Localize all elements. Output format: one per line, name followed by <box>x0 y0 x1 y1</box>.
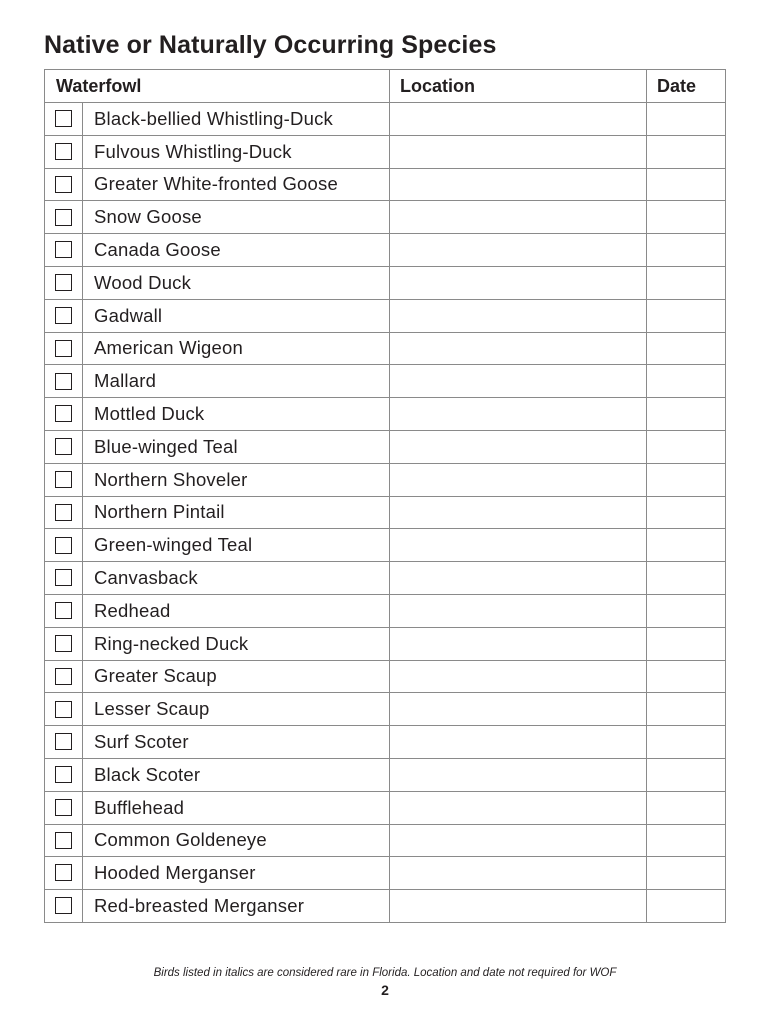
species-name: American Wigeon <box>83 332 390 365</box>
location-cell[interactable] <box>390 824 647 857</box>
checkbox-cell <box>45 890 83 923</box>
location-cell[interactable] <box>390 890 647 923</box>
table-row <box>45 693 726 726</box>
species-checkbox[interactable] <box>55 471 72 488</box>
location-cell[interactable] <box>390 234 647 267</box>
checkbox-cell <box>45 201 83 234</box>
checkbox-cell <box>45 463 83 496</box>
checkbox-cell <box>45 103 83 136</box>
table-row <box>45 562 726 595</box>
checkbox-cell <box>45 266 83 299</box>
species-name: Redhead <box>83 594 390 627</box>
location-cell[interactable] <box>390 168 647 201</box>
species-name: Black Scoter <box>83 758 390 791</box>
checkbox-cell <box>45 693 83 726</box>
checkbox-cell <box>45 758 83 791</box>
table-row <box>45 857 726 890</box>
species-checkbox[interactable] <box>55 143 72 160</box>
checkbox-cell <box>45 627 83 660</box>
date-cell[interactable] <box>647 463 726 496</box>
location-cell[interactable] <box>390 201 647 234</box>
checkbox-cell <box>45 430 83 463</box>
date-cell[interactable] <box>647 365 726 398</box>
location-cell[interactable] <box>390 791 647 824</box>
species-checkbox[interactable] <box>55 832 72 849</box>
species-name: Hooded Merganser <box>83 857 390 890</box>
table-row <box>45 332 726 365</box>
checkbox-cell <box>45 726 83 759</box>
date-cell[interactable] <box>647 758 726 791</box>
species-checklist-table <box>44 69 726 923</box>
location-cell[interactable] <box>390 332 647 365</box>
species-checkbox[interactable] <box>55 701 72 718</box>
table-row <box>45 726 726 759</box>
checkbox-cell <box>45 234 83 267</box>
species-name: Northern Shoveler <box>83 463 390 496</box>
date-cell[interactable] <box>647 201 726 234</box>
table-row <box>45 299 726 332</box>
date-cell[interactable] <box>647 135 726 168</box>
page-title: Native or Naturally Occurring Species <box>44 31 497 59</box>
location-cell[interactable] <box>390 660 647 693</box>
species-checkbox[interactable] <box>55 340 72 357</box>
date-cell[interactable] <box>647 693 726 726</box>
checkbox-cell <box>45 135 83 168</box>
species-name: Black-bellied Whistling-Duck <box>83 103 390 136</box>
date-cell[interactable] <box>647 398 726 431</box>
location-cell[interactable] <box>390 299 647 332</box>
checkbox-cell <box>45 594 83 627</box>
date-cell[interactable] <box>647 562 726 595</box>
table-header-row <box>45 70 726 103</box>
species-name: Wood Duck <box>83 266 390 299</box>
species-name: Gadwall <box>83 299 390 332</box>
date-cell[interactable] <box>647 627 726 660</box>
checkbox-cell <box>45 398 83 431</box>
species-name: Snow Goose <box>83 201 390 234</box>
date-cell[interactable] <box>647 168 726 201</box>
table-row <box>45 398 726 431</box>
species-name: Northern Pintail <box>83 496 390 529</box>
table-row <box>45 266 726 299</box>
date-cell[interactable] <box>647 594 726 627</box>
species-name: Green-winged Teal <box>83 529 390 562</box>
table-row <box>45 496 726 529</box>
species-checkbox[interactable] <box>55 241 72 258</box>
location-cell[interactable] <box>390 693 647 726</box>
location-cell[interactable] <box>390 398 647 431</box>
table-row <box>45 234 726 267</box>
date-cell[interactable] <box>647 430 726 463</box>
species-checkbox[interactable] <box>55 569 72 586</box>
species-checkbox[interactable] <box>55 373 72 390</box>
table-row <box>45 594 726 627</box>
species-checkbox[interactable] <box>55 897 72 914</box>
species-name: Common Goldeneye <box>83 824 390 857</box>
date-cell[interactable] <box>647 266 726 299</box>
species-name: Surf Scoter <box>83 726 390 759</box>
checkbox-cell <box>45 562 83 595</box>
checkbox-cell <box>45 529 83 562</box>
species-list <box>45 103 726 923</box>
location-cell[interactable] <box>390 103 647 136</box>
location-cell[interactable] <box>390 529 647 562</box>
location-cell[interactable] <box>390 627 647 660</box>
location-cell[interactable] <box>390 135 647 168</box>
species-checkbox[interactable] <box>55 864 72 881</box>
date-cell[interactable] <box>647 660 726 693</box>
column-header-date: Date <box>647 70 726 103</box>
species-name: Red-breasted Merganser <box>83 890 390 923</box>
location-cell[interactable] <box>390 758 647 791</box>
table-row <box>45 463 726 496</box>
table-row <box>45 627 726 660</box>
table-row <box>45 168 726 201</box>
date-cell[interactable] <box>647 299 726 332</box>
checkbox-cell <box>45 365 83 398</box>
species-checkbox[interactable] <box>55 274 72 291</box>
species-checkbox[interactable] <box>55 209 72 226</box>
table-row <box>45 103 726 136</box>
location-cell[interactable] <box>390 266 647 299</box>
species-name: Blue-winged Teal <box>83 430 390 463</box>
location-cell[interactable] <box>390 496 647 529</box>
table-row <box>45 430 726 463</box>
table-row <box>45 660 726 693</box>
checkbox-cell <box>45 824 83 857</box>
table-row <box>45 529 726 562</box>
location-cell[interactable] <box>390 857 647 890</box>
species-checkbox[interactable] <box>55 668 72 685</box>
species-name: Canvasback <box>83 562 390 595</box>
species-checkbox[interactable] <box>55 504 72 521</box>
species-checkbox[interactable] <box>55 438 72 455</box>
species-checkbox[interactable] <box>55 766 72 783</box>
table-row <box>45 824 726 857</box>
date-cell[interactable] <box>647 857 726 890</box>
species-name: Greater White-fronted Goose <box>83 168 390 201</box>
footnote: Birds listed in italics are considered rare in Florida. Location and date not required for WOF <box>153 967 617 979</box>
species-checkbox[interactable] <box>55 799 72 816</box>
table-row <box>45 135 726 168</box>
table-row <box>45 758 726 791</box>
date-cell[interactable] <box>647 890 726 923</box>
species-name: Ring-necked Duck <box>83 627 390 660</box>
species-checkbox[interactable] <box>55 635 72 652</box>
species-name: Canada Goose <box>83 234 390 267</box>
date-cell[interactable] <box>647 332 726 365</box>
species-checkbox[interactable] <box>55 110 72 127</box>
location-cell[interactable] <box>390 430 647 463</box>
date-cell[interactable] <box>647 234 726 267</box>
table-row <box>45 791 726 824</box>
date-cell[interactable] <box>647 103 726 136</box>
location-cell[interactable] <box>390 594 647 627</box>
table-row <box>45 201 726 234</box>
species-checkbox[interactable] <box>55 176 72 193</box>
date-cell[interactable] <box>647 496 726 529</box>
species-checkbox[interactable] <box>55 602 72 619</box>
species-name: Bufflehead <box>83 791 390 824</box>
date-cell[interactable] <box>647 726 726 759</box>
species-name: Mottled Duck <box>83 398 390 431</box>
species-checkbox[interactable] <box>55 307 72 324</box>
species-checkbox[interactable] <box>55 405 72 422</box>
checkbox-cell <box>45 168 83 201</box>
location-cell[interactable] <box>390 463 647 496</box>
checkbox-cell <box>45 791 83 824</box>
column-header-waterfowl: Waterfowl <box>45 70 390 103</box>
checkbox-cell <box>45 857 83 890</box>
location-cell[interactable] <box>390 726 647 759</box>
species-checkbox[interactable] <box>55 537 72 554</box>
page-number: 2 <box>381 982 389 998</box>
location-cell[interactable] <box>390 562 647 595</box>
date-cell[interactable] <box>647 529 726 562</box>
species-name: Lesser Scaup <box>83 693 390 726</box>
checkbox-cell <box>45 332 83 365</box>
table-row <box>45 365 726 398</box>
species-name: Greater Scaup <box>83 660 390 693</box>
species-checkbox[interactable] <box>55 733 72 750</box>
checkbox-cell <box>45 660 83 693</box>
checkbox-cell <box>45 299 83 332</box>
location-cell[interactable] <box>390 365 647 398</box>
species-name: Fulvous Whistling-Duck <box>83 135 390 168</box>
column-header-location: Location <box>390 70 647 103</box>
table-row <box>45 890 726 923</box>
species-name: Mallard <box>83 365 390 398</box>
date-cell[interactable] <box>647 824 726 857</box>
date-cell[interactable] <box>647 791 726 824</box>
checkbox-cell <box>45 496 83 529</box>
